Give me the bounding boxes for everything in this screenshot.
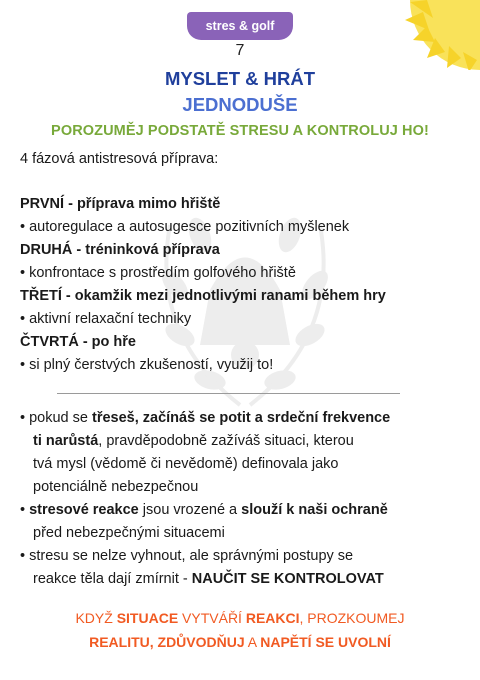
point-line: potenciálně nebezpečnou	[33, 479, 199, 495]
footer-line: KDYŽ SITUACE VYTVÁŘÍ REAKCI, PROZKOUMEJ	[75, 610, 405, 626]
point-line: reakce těla dají zmírnit - NAUČIT SE KONTROLOVAT	[33, 571, 384, 587]
footer-line: REALITU, ZDŮVODŇUJ A NAPĚTÍ SE UVOLNÍ	[89, 634, 391, 650]
page-number: 7	[235, 42, 245, 59]
point-line: tvá mysl (vědomě či nevědomě) definovala jako	[33, 456, 339, 472]
phase-item: • aktivní relaxační techniky	[20, 311, 192, 327]
point-line: • pokud se třeseš, začínáš se potit a srdeční frekvence	[20, 410, 391, 426]
point-line: před nebezpečnými situacemi	[33, 525, 225, 541]
divider	[57, 393, 400, 394]
intro-text: 4 fázová antistresová příprava:	[20, 151, 219, 167]
point-line: • stresu se nelze vyhnout, ale správnými postupy se	[20, 548, 354, 564]
phase-heading: ČTVRTÁ - po hře	[20, 334, 136, 350]
topic-badge: stres & golf	[187, 12, 293, 40]
point-line: ti narůstá, pravděpodobně zažíváš situaci, kterou	[33, 433, 354, 449]
page-title: MYSLET & HRÁT	[164, 68, 316, 89]
phase-item: • si plný čerstvých zkušeností, využij to!	[20, 357, 274, 373]
phase-item: • autoregulace a autosugesce pozitivních myšlenek	[20, 219, 350, 235]
phase-heading: DRUHÁ - tréninková příprava	[20, 242, 220, 258]
point-line: • stresové reakce jsou vrozené a slouží k naši ochraně	[20, 502, 388, 518]
page-title-line2: JEDNODUŠE	[182, 94, 298, 115]
subtitle: POROZUMĚJ PODSTATĚ STRESU A KONTROLUJ HO!	[51, 123, 429, 139]
phase-heading: PRVNÍ - příprava mimo hřiště	[20, 196, 221, 212]
phase-item: • konfrontace s prostředím golfového hřiště	[20, 265, 296, 281]
phase-heading: TŘETÍ - okamžik mezi jednotlivými ranami během hry	[20, 288, 386, 304]
